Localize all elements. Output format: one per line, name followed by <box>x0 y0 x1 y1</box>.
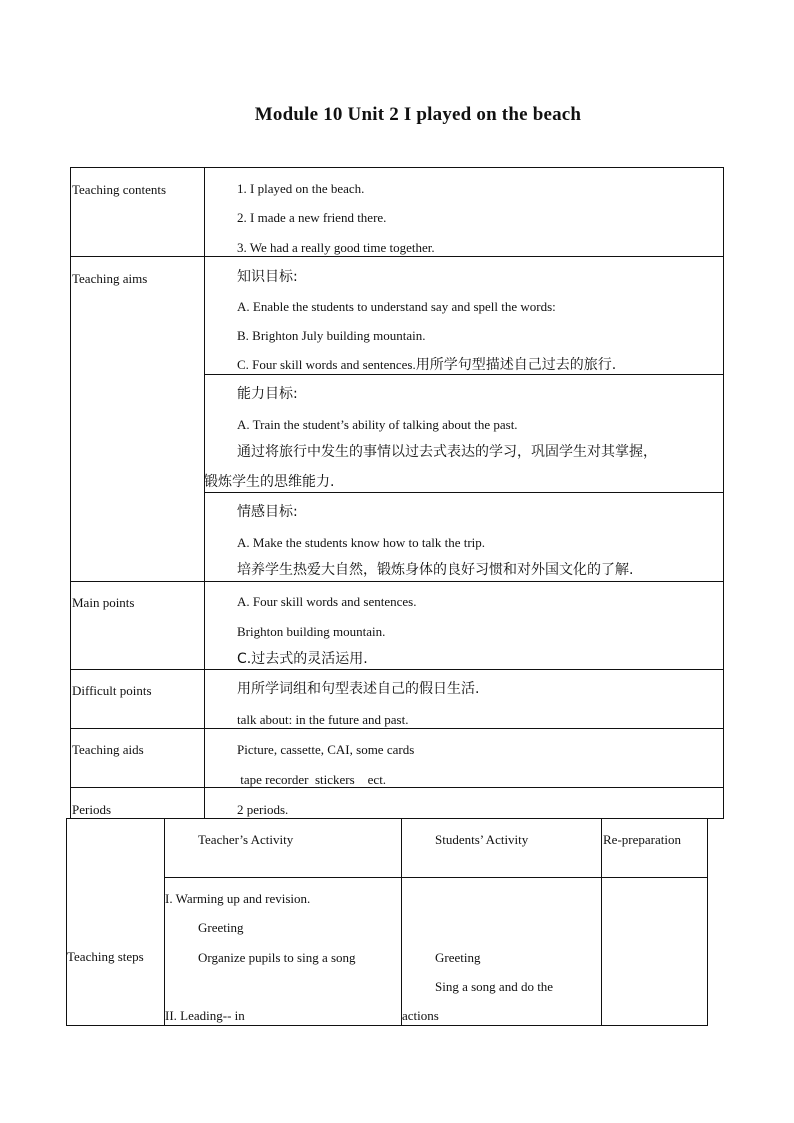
knowledge-line-b: B. Brighton July building mountain. <box>237 328 426 343</box>
row-divider <box>204 374 723 375</box>
row-divider <box>204 492 723 493</box>
aids-line: Picture, cassette, CAI, some cards <box>237 742 415 757</box>
teacher-activity-line: Organize pupils to sing a song <box>198 950 356 965</box>
row-divider <box>70 787 723 788</box>
teacher-activity-line: I. Warming up and revision. <box>165 891 311 906</box>
knowledge-line-c-en: C. Four skill words and sentences. <box>237 357 416 372</box>
row-divider <box>70 728 723 729</box>
ability-line-a: A. Train the student’s ability of talking about the past. <box>237 417 518 432</box>
ability-heading: 能力目标: <box>237 386 298 402</box>
contents-line: 2. I made a new friend there. <box>237 210 387 225</box>
emotion-heading: 情感目标: <box>237 504 298 520</box>
knowledge-line-c-cn: 用所学句型描述自己过去的旅行. <box>415 357 617 373</box>
teacher-activity-header: Teacher’s Activity <box>198 832 294 847</box>
main-points-label: Main points <box>72 595 135 610</box>
main-points-line: C.过去式的灵活运用. <box>237 651 368 667</box>
aids-line: tape recorder stickers ect. <box>237 772 387 787</box>
difficult-points-label: Difficult points <box>72 683 152 698</box>
aims-label: Teaching aims <box>72 271 148 286</box>
periods-value: 2 periods. <box>237 802 289 817</box>
aids-label: Teaching aids <box>72 742 144 757</box>
knowledge-line-a: A. Enable the students to understand say and spell the words: <box>237 299 556 314</box>
contents-label: Teaching contents <box>72 182 167 197</box>
teaching-steps-label: Teaching steps <box>67 949 144 964</box>
main-points-line: A. Four skill words and sentences. <box>237 594 417 609</box>
student-activity-line: actions <box>402 1008 439 1023</box>
contents-line: 1. I played on the beach. <box>237 181 365 196</box>
difficult-points-en: talk about: in the future and past. <box>237 712 409 727</box>
difficult-points-cn: 用所学词组和句型表述自己的假日生活. <box>237 681 480 697</box>
teacher-activity-line: Greeting <box>198 920 244 935</box>
row-divider <box>70 256 723 257</box>
lesson-info-table <box>70 167 723 818</box>
emotion-cn-line: 培养学生热爱大自然，锻炼身体的良好习惯和对外国文化的了解. <box>237 562 634 578</box>
teaching-steps-table <box>66 818 708 1026</box>
knowledge-heading: 知识目标: <box>237 269 298 285</box>
student-activity-line: Greeting <box>435 950 481 965</box>
column-divider <box>164 818 165 1026</box>
page-title: Module 10 Unit 2 I played on the beach <box>254 104 582 125</box>
teacher-activity-line: II. Leading-- in <box>165 1008 245 1023</box>
knowledge-line-c <box>237 357 616 373</box>
periods-label: Periods <box>72 802 111 817</box>
column-divider <box>401 818 402 1026</box>
row-divider <box>70 669 723 670</box>
ability-cn-line-2: 锻炼学生的思维能力. <box>204 474 335 490</box>
ability-cn-line-1: 通过将旅行中发生的事情以过去式表达的学习，巩固学生对其掌握， <box>237 444 657 460</box>
row-divider <box>164 877 708 878</box>
main-points-line: Brighton building mountain. <box>237 624 386 639</box>
emotion-line-a: A. Make the students know how to talk the trip. <box>237 535 486 550</box>
re-preparation-header: Re-preparation <box>603 832 681 847</box>
students-activity-header: Students’ Activity <box>435 832 529 847</box>
table-border <box>66 818 708 1026</box>
student-activity-line: Sing a song and do the <box>435 979 554 994</box>
column-divider <box>601 818 602 1026</box>
contents-line: 3. We had a really good time together. <box>237 240 435 255</box>
row-divider <box>70 581 723 582</box>
